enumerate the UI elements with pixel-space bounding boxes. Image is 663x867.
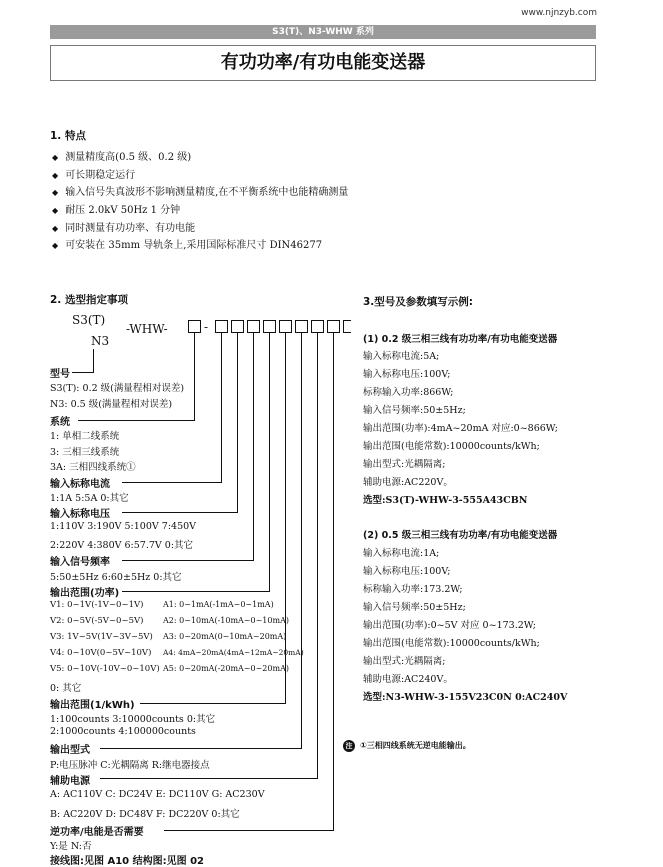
connector [122, 591, 270, 592]
code-box [279, 320, 292, 333]
connector [237, 333, 238, 513]
output-type-line: P:电压脉冲 C:光耦隔离 R:继电器接点 [50, 760, 210, 771]
note-icon: 注 [343, 740, 355, 752]
frequency-line: 5:50±5Hz 6:60±5Hz 0:其它 [50, 572, 182, 583]
website-url[interactable]: www.njnzyb.com [521, 8, 597, 18]
system-line: 3: 三相三线系统 [50, 447, 120, 458]
energy-range-line: 1:100counts 3:10000counts 0:其它 [50, 714, 216, 725]
code-box [295, 320, 308, 333]
feature-item: ◆ 可长期稳定运行 [52, 170, 136, 181]
example2-title: (2) 0.5 级三相三线有功功率/有功电能变送器 [363, 530, 558, 541]
examples-heading: 3.型号及参数填写示例: [363, 296, 473, 308]
reverse-label: 逆功率/电能是否需要 [50, 827, 144, 838]
output-range-left: V1: 0~1V(-1V~0~1V) [50, 600, 144, 610]
example1-line: 输入信号频率:50±5Hz; [363, 405, 466, 416]
energy-range-line: 2:1000counts 4:100000counts [50, 726, 196, 737]
energy-range-label: 输出范围(1/kWh) [50, 700, 135, 711]
connector [122, 482, 222, 483]
example2-line: 输入标称电流:1A; [363, 548, 440, 559]
output-type-label: 输出型式 [50, 745, 90, 756]
series-banner: S3(T)、N3-WHW 系列 [50, 25, 596, 39]
features-heading: 1. 特点 [50, 130, 86, 142]
example1-line: 输出范围(电能常数):10000counts/kWh; [363, 441, 540, 452]
output-range-right: A2: 0~10mA(-10mA~0~10mA) [163, 616, 289, 625]
drawings-line: 接线图:见图 A10 结构图:见图 02 [50, 856, 205, 867]
connector [72, 372, 94, 373]
voltage-line: 1:110V 3:190V 5:100V 7:450V [50, 521, 197, 532]
code-dash: - [204, 320, 209, 334]
feature-item: ◆ 耐压 2.0kV 50Hz 1 分钟 [52, 205, 181, 216]
system-label: 系统 [50, 417, 70, 428]
feature-item: ◆ 输入信号失真波形不影响测量精度,在不平衡系统中也能精确测量 [52, 187, 349, 198]
model-line: N3: 0.5 级(满量程相对误差) [50, 399, 173, 410]
connector [269, 333, 270, 592]
example2-line: 输出范围(功率):0~5V 对应 0~173.2W; [363, 620, 536, 631]
aux-power-line: B: AC220V D: DC48V F: DC220V 0:其它 [50, 809, 240, 820]
connector [333, 333, 334, 831]
system-line: 3A: 三相四线系统① [50, 462, 136, 473]
example2-model: 选型:N3-WHW-3-155V23C0N 0:AC240V [363, 692, 568, 703]
voltage-label: 输入标称电压 [50, 509, 110, 520]
code-box-system [188, 320, 201, 333]
example1-line: 输入标称电压:100V; [363, 369, 451, 380]
selection-heading: 2. 选型指定事项 [50, 294, 128, 306]
output-range-left: V5: 0~10V(-10V~0~10V) [50, 664, 160, 674]
connector [301, 333, 302, 749]
connector [317, 333, 318, 779]
example1-line: 输出范围(功率):4mA~20mA 对应:0~866W; [363, 423, 558, 434]
example1-model: 选型:S3(T)-WHW-3-555A43CBN [363, 495, 528, 506]
voltage-line: 2:220V 4:380V 6:57.7V 0:其它 [50, 540, 194, 551]
example1-line: 输出型式:光耦隔离; [363, 459, 446, 470]
model-line: S3(T): 0.2 级(满量程相对误差) [50, 383, 185, 394]
example1-title: (1) 0.2 级三相三线有功功率/有功电能变送器 [363, 334, 558, 345]
connector [78, 420, 195, 421]
output-range-label: 输出范围(功率) [50, 588, 120, 599]
output-range-right: A1: 0~1mA(-1mA~0~1mA) [163, 600, 274, 609]
aux-power-line: A: AC110V C: DC24V E: DC110V G: AC230V [50, 789, 265, 800]
code-whw: -WHW- [126, 322, 168, 336]
example2-line: 输入标称电压:100V; [363, 566, 451, 577]
code-box [215, 320, 228, 333]
connector [221, 333, 222, 483]
example2-line: 标称输入功率:173.2W; [363, 584, 463, 595]
output-range-left: V2: 0~5V(-5V~0~5V) [50, 616, 144, 626]
feature-item: ◆ 同时测量有功功率、有功电能 [52, 223, 196, 234]
model-label: 型号 [50, 369, 70, 380]
connector [122, 512, 238, 513]
code-box [327, 320, 340, 333]
example2-line: 输出范围(电能常数):10000counts/kWh; [363, 638, 540, 649]
output-range-right: A3: 0~20mA(0~10mA~20mA) [163, 632, 287, 641]
code-box [343, 320, 351, 333]
system-line: 1: 单相二线系统 [50, 431, 120, 442]
connector [140, 703, 286, 704]
footnote: ①三相四线系统无逆电能输出。 [360, 741, 471, 750]
page-title: 有功功率/有功电能变送器 [50, 45, 596, 81]
connector [93, 349, 94, 373]
code-box [263, 320, 276, 333]
connector [194, 333, 195, 421]
output-range-left: V4: 0~10V(0~5V~10V) [50, 648, 152, 658]
code-box [247, 320, 260, 333]
code-bottom: N3 [91, 334, 110, 348]
output-range-right: A5: 0~20mA(-20mA~0~20mA) [163, 664, 289, 673]
example2-line: 输入信号频率:50±5Hz; [363, 602, 466, 613]
connector [100, 778, 318, 779]
aux-power-label: 辅助电源 [50, 776, 90, 787]
output-range-left: 0: 其它 [50, 683, 82, 694]
code-box [231, 320, 244, 333]
connector [164, 830, 334, 831]
connector [122, 560, 254, 561]
feature-item: ◆ 可安装在 35mm 导轨条上,采用国际标准尺寸 DIN46277 [52, 240, 323, 251]
example1-line: 辅助电源:AC220V。 [363, 477, 453, 488]
reverse-line: Y:是 N:否 [50, 841, 92, 852]
code-box [311, 320, 324, 333]
current-line: 1:1A 5:5A 0:其它 [50, 493, 129, 504]
feature-item: ◆ 测量精度高(0.5 级、0.2 级) [52, 152, 192, 163]
example1-line: 标称输入功率:866W; [363, 387, 454, 398]
code-top: S3(T) [72, 313, 106, 327]
output-range-right: A4: 4mA~20mA(4mA~12mA~20mA) [163, 648, 304, 657]
current-label: 输入标称电流 [50, 479, 110, 490]
frequency-label: 输入信号频率 [50, 557, 110, 568]
example2-line: 辅助电源:AC240V。 [363, 674, 453, 685]
example1-line: 输入标称电流:5A; [363, 351, 440, 362]
connector [100, 748, 302, 749]
example2-line: 输出型式:光耦隔离; [363, 656, 446, 667]
connector [253, 333, 254, 561]
output-range-left: V3: 1V~5V(1V~3V~5V) [50, 632, 153, 642]
